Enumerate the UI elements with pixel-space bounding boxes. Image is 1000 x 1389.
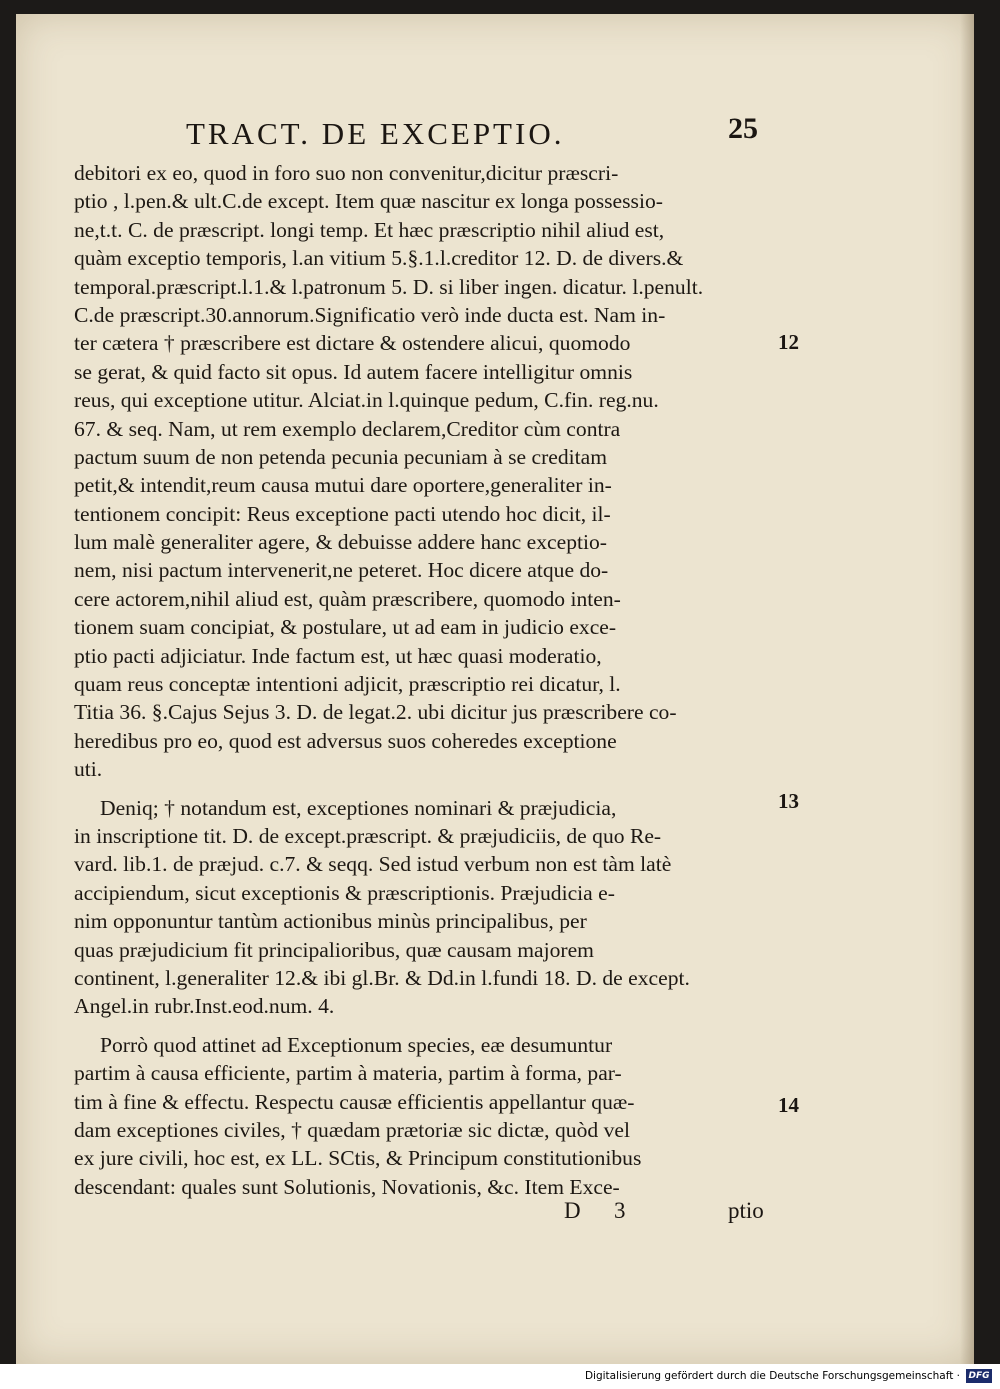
text-line: cere actorem,nihil aliud est, quàm præscribere, quomodo inten- bbox=[74, 586, 621, 611]
text-line: Titia 36. §.Cajus Sejus 3. D. de legat.2. ubi dicitur jus præscribere co- bbox=[74, 700, 677, 725]
marginal-number: 12 bbox=[778, 330, 799, 354]
text-line: vard. lib.1. de præjud. c.7. & seqq. Sed istud verbum non est tàm latè bbox=[74, 852, 672, 877]
text-line: quàm exceptio temporis, l.an vitium 5.§.1.l.creditor 12. D. de divers.& bbox=[74, 246, 684, 271]
marginal-number: 14 bbox=[778, 1093, 799, 1117]
text-line: lum malè generaliter agere, & debuisse addere hanc exceptio- bbox=[74, 530, 607, 555]
text-line: tionem suam concipiat, & postulare, ut ad eam in judicio exce- bbox=[74, 615, 617, 640]
footer-bar bbox=[0, 1364, 1000, 1389]
text-line: se gerat, & quid facto sit opus. Id autem facere intelligitur omnis bbox=[74, 359, 633, 384]
text-line: pactum suum de non petenda pecunia pecuniam à se creditam bbox=[74, 444, 608, 469]
text-line: uti. bbox=[74, 757, 103, 782]
dfg-logo-icon: DFG bbox=[966, 1369, 992, 1383]
text-line: continent, l.generaliter 12.& ibi gl.Br. & Dd.in l.fundi 18. D. de except. bbox=[74, 965, 690, 990]
funding-credit: Digitalisierung gefördert durch die Deutsche Forschungsgemeinschaft · bbox=[584, 1370, 960, 1382]
running-title: TRACT. DE EXCEPTIO. bbox=[186, 116, 565, 151]
signature-number: 3 bbox=[614, 1198, 626, 1223]
text-line: ex jure civili, hoc est, ex LL. SCtis, & Principum constitutionibus bbox=[74, 1146, 642, 1171]
signature-mark: D bbox=[564, 1198, 581, 1223]
page-number: 25 bbox=[728, 112, 758, 145]
text-line: Porrò quod attinet ad Exceptionum species, eæ desumuntur bbox=[100, 1032, 613, 1057]
text-line: Deniq; † notandum est, exceptiones nominari & præjudicia, bbox=[100, 795, 617, 820]
text-line: in inscriptione tit. D. de except.præscript. & præjudiciis, de quo Re- bbox=[74, 823, 662, 848]
catchword: ptio bbox=[728, 1198, 764, 1223]
text-line: 67. & seq. Nam, ut rem exemplo declarem,Creditor cùm contra bbox=[74, 416, 621, 441]
text-line: C.de præscript.30.annorum.Significatio verò inde ducta est. Nam in- bbox=[74, 302, 666, 327]
body-text bbox=[74, 159, 774, 1201]
text-line: ptio pacti adjiciatur. Inde factum est, ut hæc quasi moderatio, bbox=[74, 643, 602, 668]
text-line: quas præjudicium fit principalioribus, quæ causam majorem bbox=[74, 937, 594, 962]
text-line: ter cætera † præscribere est dictare & ostendere alicui, quomodo bbox=[74, 331, 631, 356]
paragraph-gap bbox=[74, 784, 774, 794]
text-line: accipiendum, sicut exceptionis & præscriptionis. Præjudicia e- bbox=[74, 880, 615, 905]
text-line: nim opponuntur tantùm actionibus minùs principalibus, per bbox=[74, 909, 587, 934]
text-line: quam reus conceptæ intentioni adjicit, præscriptio rei dicatur, l. bbox=[74, 672, 621, 697]
book-page bbox=[16, 14, 974, 1364]
text-line: debitori ex eo, quod in foro suo non convenitur,dicitur præscri- bbox=[74, 161, 619, 185]
text-line: descendant: quales sunt Solutionis, Novationis, &c. Item Exce- bbox=[74, 1174, 620, 1199]
text-line: nem, nisi pactum intervenerit,ne peteret. Hoc dicere atque do- bbox=[74, 558, 609, 583]
text-line: ptio , l.pen.& ult.C.de except. Item quæ nascitur ex longa possessio- bbox=[74, 189, 663, 214]
text-line: temporal.præscript.l.1.& l.patronum 5. D. si liber ingen. dicatur. l.penult. bbox=[74, 274, 704, 299]
paragraph-gap bbox=[74, 1021, 774, 1031]
text-line: tim à fine & effectu. Respectu causæ efficientis appellantur quæ- bbox=[74, 1089, 635, 1114]
marginal-number: 13 bbox=[778, 789, 799, 813]
text-line: dam exceptiones civiles, † quædam prætoriæ sic dictæ, quòd vel bbox=[74, 1117, 630, 1142]
text-line: tentionem concipit: Reus exceptione pacti utendo hoc dicit, il- bbox=[74, 501, 611, 526]
text-line: reus, qui exceptione utitur. Alciat.in l.quinque pedum, C.fin. reg.nu. bbox=[74, 388, 659, 413]
text-line: Angel.in rubr.Inst.eod.num. 4. bbox=[74, 994, 335, 1019]
text-line: ne,t.t. C. de præscript. longi temp. Et hæc præscriptio nihil aliud est, bbox=[74, 217, 665, 242]
text-line: heredibus pro eo, quod est adversus suos coheredes exceptione bbox=[74, 728, 617, 753]
text-line: petit,& intendit,reum causa mutui dare oportere,generaliter in- bbox=[74, 473, 612, 498]
text-line: partim à causa efficiente, partim à materia, partim à forma, par- bbox=[74, 1061, 622, 1086]
